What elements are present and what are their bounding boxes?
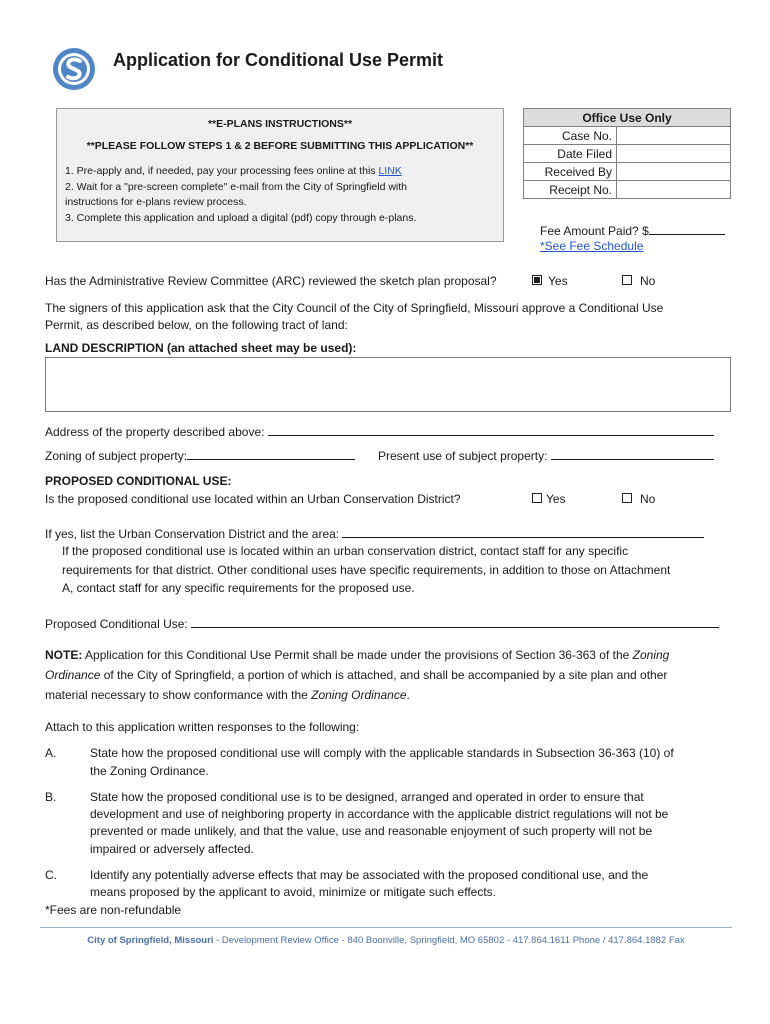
ucd-yes-label: Yes — [546, 492, 566, 506]
instructions-box — [56, 108, 504, 242]
footer-details: Development Review Office - 840 Boonville, Springfield, MO 65802 - 417.864.1611 Phone / 417.864.1882 Fax — [221, 935, 685, 946]
ucd-yes-checkbox[interactable] — [532, 493, 542, 503]
note-ordinance: Ordinance — [45, 668, 101, 682]
instructions-steps — [65, 164, 416, 226]
office-use-heading: Office Use Only — [524, 109, 731, 127]
zoning-label: Zoning of subject property: — [45, 449, 188, 463]
date-filed-label: Date Filed — [524, 145, 617, 163]
item-a-line-1: State how the proposed conditional use will comply with the applicable standards in Subsection 36-363 (10) of — [90, 746, 674, 760]
ucd-note-1: If the proposed conditional use is located within an urban conservation district, contact staff for any specific — [62, 544, 629, 558]
land-description-field[interactable] — [45, 357, 731, 412]
date-filed-field[interactable] — [617, 145, 731, 163]
note-zoning: Zoning — [632, 648, 670, 662]
receipt-no-field[interactable] — [617, 181, 731, 199]
address-field[interactable] — [268, 422, 714, 436]
item-b-line-1: State how the proposed conditional use is to be designed, arranged and operated in order to ensure that — [90, 790, 644, 804]
proposed-heading: PROPOSED CONDITIONAL USE: — [45, 474, 232, 488]
address-label: Address of the property described above: — [45, 425, 265, 439]
step-1-text: 1. Pre-apply and, if needed, pay your processing fees online at this — [65, 165, 376, 177]
ucd-question: Is the proposed conditional use located within an Urban Conservation District? — [45, 492, 461, 506]
note-line-3 — [45, 687, 410, 703]
note-zoning-ordinance: Zoning Ordinance — [311, 688, 407, 702]
received-by-label: Received By — [524, 163, 617, 181]
note-line-1 — [45, 647, 669, 663]
ucd-row — [45, 524, 704, 542]
item-a-letter: A. — [45, 746, 57, 760]
present-use-row — [378, 446, 714, 464]
footer — [40, 935, 732, 946]
arc-no-label: No — [640, 274, 656, 288]
proposed-use-row — [45, 614, 719, 632]
footer-sep: - — [213, 935, 222, 946]
fee-amount-label: Fee Amount Paid? $ — [540, 224, 649, 238]
step-2-text-cont: instructions for e-plans review process. — [65, 196, 247, 208]
step-3-text: 3. Complete this application and upload a digital (pdf) copy through e-plans. — [65, 211, 417, 224]
arc-no-checkbox[interactable] — [622, 275, 632, 285]
attach-intro: Attach to this application written responses to the following: — [45, 720, 360, 734]
received-by-field[interactable] — [617, 163, 731, 181]
page-title: Application for Conditional Use Permit — [113, 50, 444, 70]
fees-note: *Fees are non-refundable — [45, 903, 182, 917]
receipt-no-label: Receipt No. — [524, 181, 617, 199]
intro-line-1: The signers of this application ask that the City Council of the City of Springfield, Missouri approve a Conditional Use — [45, 301, 664, 315]
intro-line-2: Permit, as described below, on the following tract of land: — [45, 318, 348, 332]
springfield-logo-icon — [52, 47, 96, 91]
address-row — [45, 422, 714, 440]
note-text-1: Application for this Conditional Use Permit shall be made under the provisions of Section 36-363 of the — [82, 648, 633, 662]
instructions-link[interactable]: LINK — [378, 165, 402, 177]
present-use-field[interactable] — [551, 446, 714, 460]
item-c-line-1: Identify any potentially adverse effects that may be associated with the proposed conditional use, and the — [90, 868, 649, 882]
item-b-letter: B. — [45, 790, 57, 804]
item-b-line-4: impaired or adversely affected. — [90, 842, 254, 856]
note-label: NOTE: — [45, 648, 83, 662]
present-use-label: Present use of subject property: — [378, 449, 548, 463]
footer-divider — [40, 927, 732, 928]
fee-schedule-link[interactable]: *See Fee Schedule — [540, 239, 644, 253]
ucd-note-2: requirements for that district. Other conditional uses have specific requirements, in addition to those on Attachment — [62, 563, 671, 577]
note-text-3: material necessary to show conformance with the — [45, 688, 312, 702]
arc-yes-checkbox[interactable] — [532, 275, 542, 285]
proposed-use-field[interactable] — [191, 614, 719, 628]
item-c-line-2: means proposed by the applicant to avoid, minimize or mitigate such effects. — [90, 885, 496, 899]
item-c-letter: C. — [45, 868, 57, 882]
case-no-label: Case No. — [524, 127, 617, 145]
proposed-use-label: Proposed Conditional Use: — [45, 617, 188, 631]
fee-amount-field[interactable] — [649, 221, 725, 235]
instructions-subheading: **PLEASE FOLLOW STEPS 1 & 2 BEFORE SUBMITTING THIS APPLICATION** — [86, 140, 474, 152]
ucd-no-checkbox[interactable] — [622, 493, 632, 503]
arc-question: Has the Administrative Review Committee (ARC) reviewed the sketch plan proposal? — [45, 274, 497, 288]
ucd-label: If yes, list the Urban Conservation District and the area: — [45, 527, 340, 541]
zoning-row — [45, 446, 355, 464]
zoning-field[interactable] — [187, 446, 355, 460]
note-period: . — [406, 688, 410, 702]
fee-amount — [540, 221, 725, 238]
note-text-2: of the City of Springfield, a portion of which is attached, and shall be accompanied by a site plan and other — [100, 668, 668, 682]
land-description-label: LAND DESCRIPTION (an attached sheet may be used): — [45, 341, 357, 355]
footer-city: City of Springfield, Missouri — [87, 935, 214, 946]
item-b-line-3: prevented or made unlikely, and that the value, use and reasonable enjoyment of such property will not be — [90, 824, 653, 838]
instructions-heading: **E-PLANS INSTRUCTIONS** — [207, 118, 353, 130]
item-a-line-2: the Zoning Ordinance. — [90, 764, 209, 778]
note-line-2 — [45, 667, 667, 683]
ucd-field[interactable] — [342, 524, 704, 538]
case-no-field[interactable] — [617, 127, 731, 145]
arc-yes-label: Yes — [548, 274, 568, 288]
item-b-line-2: development and use of neighboring property in accordance with the applicable district regulations will not be — [90, 807, 669, 821]
step-2-text: 2. Wait for a "pre-screen complete" e-mail from the City of Springfield with — [65, 180, 408, 193]
office-use-table — [523, 108, 731, 199]
ucd-note-3: A, contact staff for any specific requirements for the proposed use. — [62, 581, 415, 595]
ucd-no-label: No — [640, 492, 656, 506]
